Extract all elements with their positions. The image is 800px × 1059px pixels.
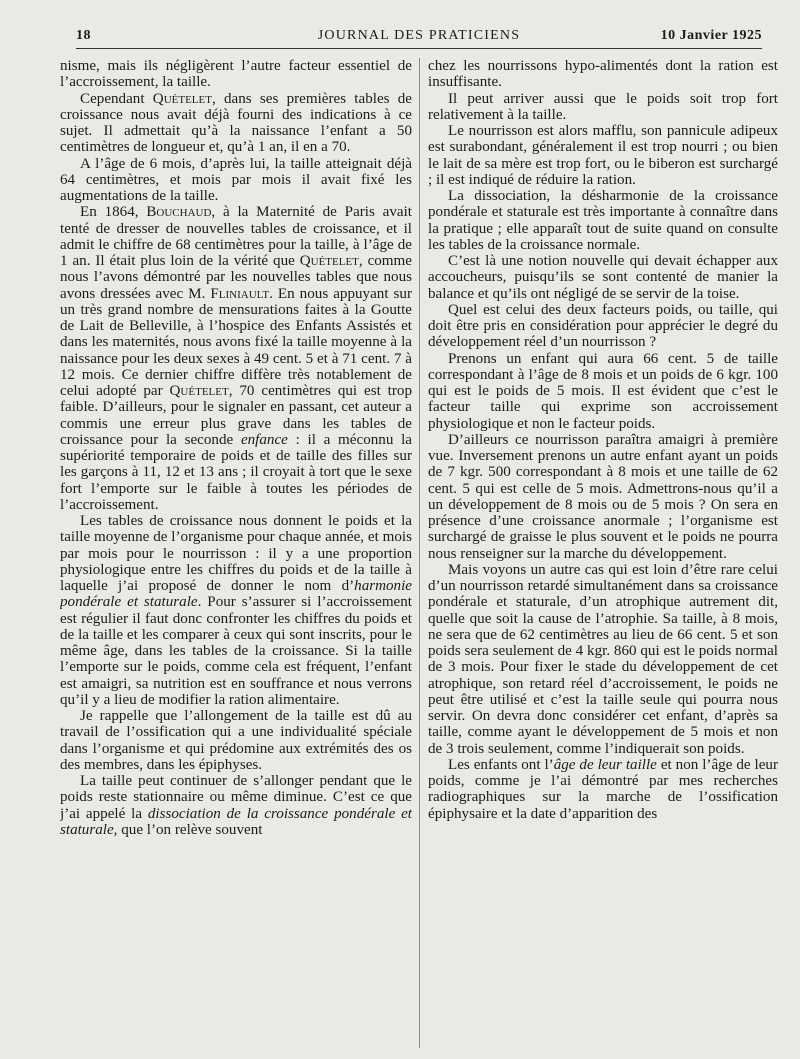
emphasis: dissociation de la croissance pondérale et staturale [60,805,412,838]
column-divider [419,58,420,1048]
paragraph: Mais voyons un autre cas qui est loin d’être rare celui d’un nourrisson retardé simultanément dans sa croissance pondérale et staturale, d’un atrophique autrement dit, quelle que soit la cause de l’atrophie. Sa taille, à 8 mois, ne sera que de 62 centimètres au lieu de 66 cent. 5 et son poids sera seulement de 4 kgr. 860 qui est le poids normal de 3 mois. Pour fixer le stade du développement de cet atrophique, son retard réel d’accroissement, le poids ne peut être utilisé et c’est la taille seule qui pourra nous servir. On devra donc considérer cet enfant, d’après sa taille, comme ayant le développement de 5 mois et non de 3 trois seulement, comme l’indiquerait son poids. [428,561,778,757]
emphasis: âge de leur taille [553,756,657,773]
author-name: Quételet [299,253,359,269]
paragraph: chez les nourrissons hypo-alimentés dont la ration est insuffisante. [428,58,778,91]
paragraph: Je rappelle que l’allongement de la taille est dû au travail de l’ossification qui a une individualité spéciale dans l’organisme et qui prédomine aux extrémités des os des membres, dans les épiphyses. [60,708,412,773]
page-header [76,24,762,49]
page-number: 18 [76,28,91,43]
paragraph: A l’âge de 6 mois, d’après lui, la taille atteignait déjà 64 centimètres, et mois par mois il avait fixé les augmentations de la taille. [60,155,412,204]
right-column [428,58,778,1048]
author-name: Quételet [169,383,229,399]
paragraph: nisme, mais ils négligèrent l’autre facteur essentiel de l’accroissement, la taille. [60,58,412,91]
paragraph: Il peut arriver aussi que le poids soit trop fort relativement à la taille. [428,90,778,123]
paragraph: Quel est celui des deux facteurs poids, ou taille, qui doit être pris en considération pour apprécier le degré du développement réel d’un nourrisson ? [428,301,778,351]
emphasis: enfance [240,431,288,448]
paragraph: D’ailleurs ce nourrisson paraîtra amaigri à première vue. Inversement prenons un autre enfant ayant un poids de 7 kgr. 500 correspondant à 8 mois et une taille de 62 cent. 5 qui est celle de 5 mois. Admettrons-nous qu’il a un développement de 8 mois ou de 5 mois ? On sera en présence d’une croissance anormale ; l’organisme est surchargé de graisse le plus souvent et le poids ne pourra nous renseigner sur la marche du développement. [428,431,778,562]
paragraph: Les enfants ont l’âge de leur taille et non l’âge de leur poids, comme je l’ai démontré par mes recherches radiographiques sur la marche de l’ossification épiphysaire et la date d’apparition des [428,756,778,822]
paragraph: La dissociation, la désharmonie de la croissance pondérale et staturale est très importante à connaître dans la pratique ; elle apparaît tout de suite quand on consulte les tables de la croissance normale. [428,188,778,253]
paragraph: La taille peut continuer de s’allonger pendant que le poids reste stationnaire ou même diminue. C’est ce que j’ai appelé la dissociation de la croissance pondérale et staturale, que l’on relève souvent [60,773,412,838]
paragraph: Les tables de croissance nous donnent le poids et la taille moyenne de l’organisme pour chaque année, et mois par mois pour le nourrisson : il y a une proportion physiologique entre les chiffres du poids et de la taille à laquelle j’ai proposé de donner le nom d’harmonie pondérale et staturale. Pour s’assurer si l’accroissement est régulier il faut donc confronter les chiffres du poids et de la taille et les comparer à ceux qui sont inscrits, pour le même âge, dans les tables de la croissance. Si la taille l’emporte sur le poids, comme cela est fréquent, l’enfant est amaigri, sa nutrition est en souffrance et nous verrons qu’il y a lieu de modifier la ration alimentaire. [60,513,412,708]
left-column [60,58,412,1048]
author-name: Quételet [152,90,212,107]
issue-date: 10 Janvier 1925 [660,28,762,43]
emphasis: harmonie pondérale et staturale [60,578,412,611]
author-name: Bouchaud [146,204,212,221]
paragraph: C’est là une notion nouvelle qui devait échapper aux accoucheurs, puisqu’ils se sont contenté de manier la balance et qu’ils ont négligé de se servir de la toise. [428,253,778,302]
journal-title: JOURNAL DES PRATICIENS [317,28,521,43]
paragraph: Cependant Quételet, dans ses premières tables de croissance nous avait déjà fourni des indications à ce sujet. Il admettait qu’à la naissance l’enfant a 50 centimètres de longueur et, qu’à 1 an, il en a 70. [60,90,412,156]
author-name: Fliniault [210,285,270,302]
paragraph: Le nourrisson est alors mafflu, son pannicule adipeux est surabondant, généralement il est trop nourri ; ou bien le lait de sa mère est trop fort, ou le biberon est surchargé ; il est indiqué de réduire la ration. [428,123,778,188]
paragraph: Prenons un enfant qui aura 66 cent. 5 de taille correspondant à l’âge de 8 mois et un poids de 6 kgr. 100 qui est le poids de 5 mois. Il est évident que c’est le facteur taille qui exprime son accroissement physiologique et non le facteur poids. [428,350,778,432]
paragraph: En 1864, Bouchaud, à la Maternité de Paris avait tenté de dresser de nouvelles tables de croissance, et il admit le chiffre de 68 centimètres pour la taille, à l’âge de 1 an. Il était plus loin de la vérité que Quételet, comme nous l’avons démontré par les nouvelles tables que nous avons dressées avec M. Fliniault. En nous appuyant sur un très grand nombre de mensurations faites à la Goutte de Lait de Belleville, à l’hospice des Enfants Assistés et dans les maternités, nous avons fixé la taille moyenne à la naissance pour les deux sexes à 49 cent. 5 et à 71 cent. 7 à 12 mois. Ce dernier chiffre diffère très notablement de celui adopté par Quételet, 70 centimètres qui est trop faible. D’ailleurs, pour le signaler en passant, cet auteur a commis une erreur plus grave dans les tables de croissance pour la seconde enfance : il a méconnu la supériorité temporaire de poids et de taille des filles sur les garçons à 11, 12 et 13 ans ; il croyait à tort que le sexe fort l’emporte sur le faible à toutes les périodes de l’accroissement. [60,204,412,513]
